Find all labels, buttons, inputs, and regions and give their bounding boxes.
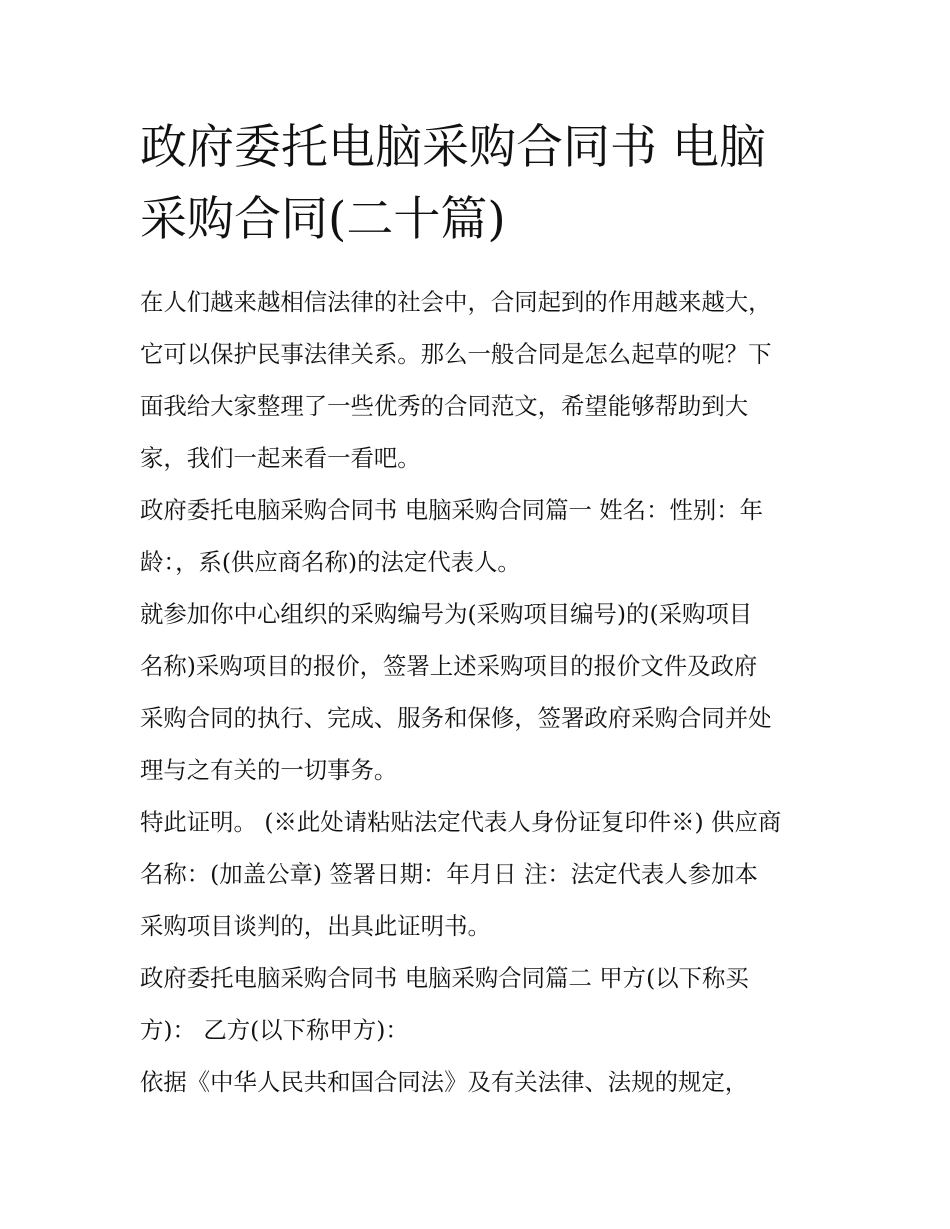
- title-line: 采购合同(二十篇): [140, 192, 506, 247]
- authorization-paragraph: [140, 588, 815, 796]
- section-one-heading-paragraph: [140, 484, 815, 588]
- text-line: 名称)采购项目的报价，签署上述采购项目的报价文件及政府: [140, 652, 758, 680]
- text-line: 政府委托电脑采购合同书 电脑采购合同篇一 姓名：性别：年: [140, 496, 764, 524]
- text-line: 在人们越来越相信法律的社会中，合同起到的作用越来越大，: [140, 288, 772, 316]
- text-line: 龄：，系(供应商名称)的法定代表人。: [140, 548, 521, 576]
- text-line: 政府委托电脑采购合同书 电脑采购合同篇二 甲方(以下称买: [140, 964, 749, 992]
- title-line: 政府委托电脑采购合同书 电脑: [140, 120, 766, 175]
- text-line: 面我给大家整理了一些优秀的合同范文，希望能够帮助到大: [140, 392, 749, 420]
- text-line: 理与之有关的一切事务。: [140, 756, 398, 784]
- text-line: 就参加你中心组织的采购编号为(采购项目编号)的(采购项目: [140, 600, 753, 628]
- section-two-heading-paragraph: [140, 952, 815, 1056]
- text-line: 采购合同的执行、完成、服务和保修，签署政府采购合同并处: [140, 704, 772, 732]
- text-line: 名称：(加盖公章) 签署日期：年月日 注：法定代表人参加本: [140, 860, 758, 888]
- text-line: 方)： 乙方(以下称甲方)：: [140, 1016, 409, 1044]
- text-line: 家，我们一起来看一看吧。: [140, 444, 421, 472]
- certification-paragraph: [140, 796, 815, 952]
- document-title: [140, 112, 815, 256]
- text-line: 特此证明。 (※此处请粘贴法定代表人身份证复印件※) 供应商: [140, 808, 782, 836]
- legal-basis-paragraph: [140, 1056, 815, 1108]
- text-line: 它可以保护民事法律关系。那么一般合同是怎么起草的呢？下: [140, 340, 772, 368]
- text-line: 依据《中华人民共和国合同法》及有关法律、法规的规定，: [140, 1068, 749, 1096]
- document-body: [140, 112, 815, 1108]
- text-line: 采购项目谈判的，出具此证明书。: [140, 912, 491, 940]
- intro-paragraph: [140, 276, 815, 484]
